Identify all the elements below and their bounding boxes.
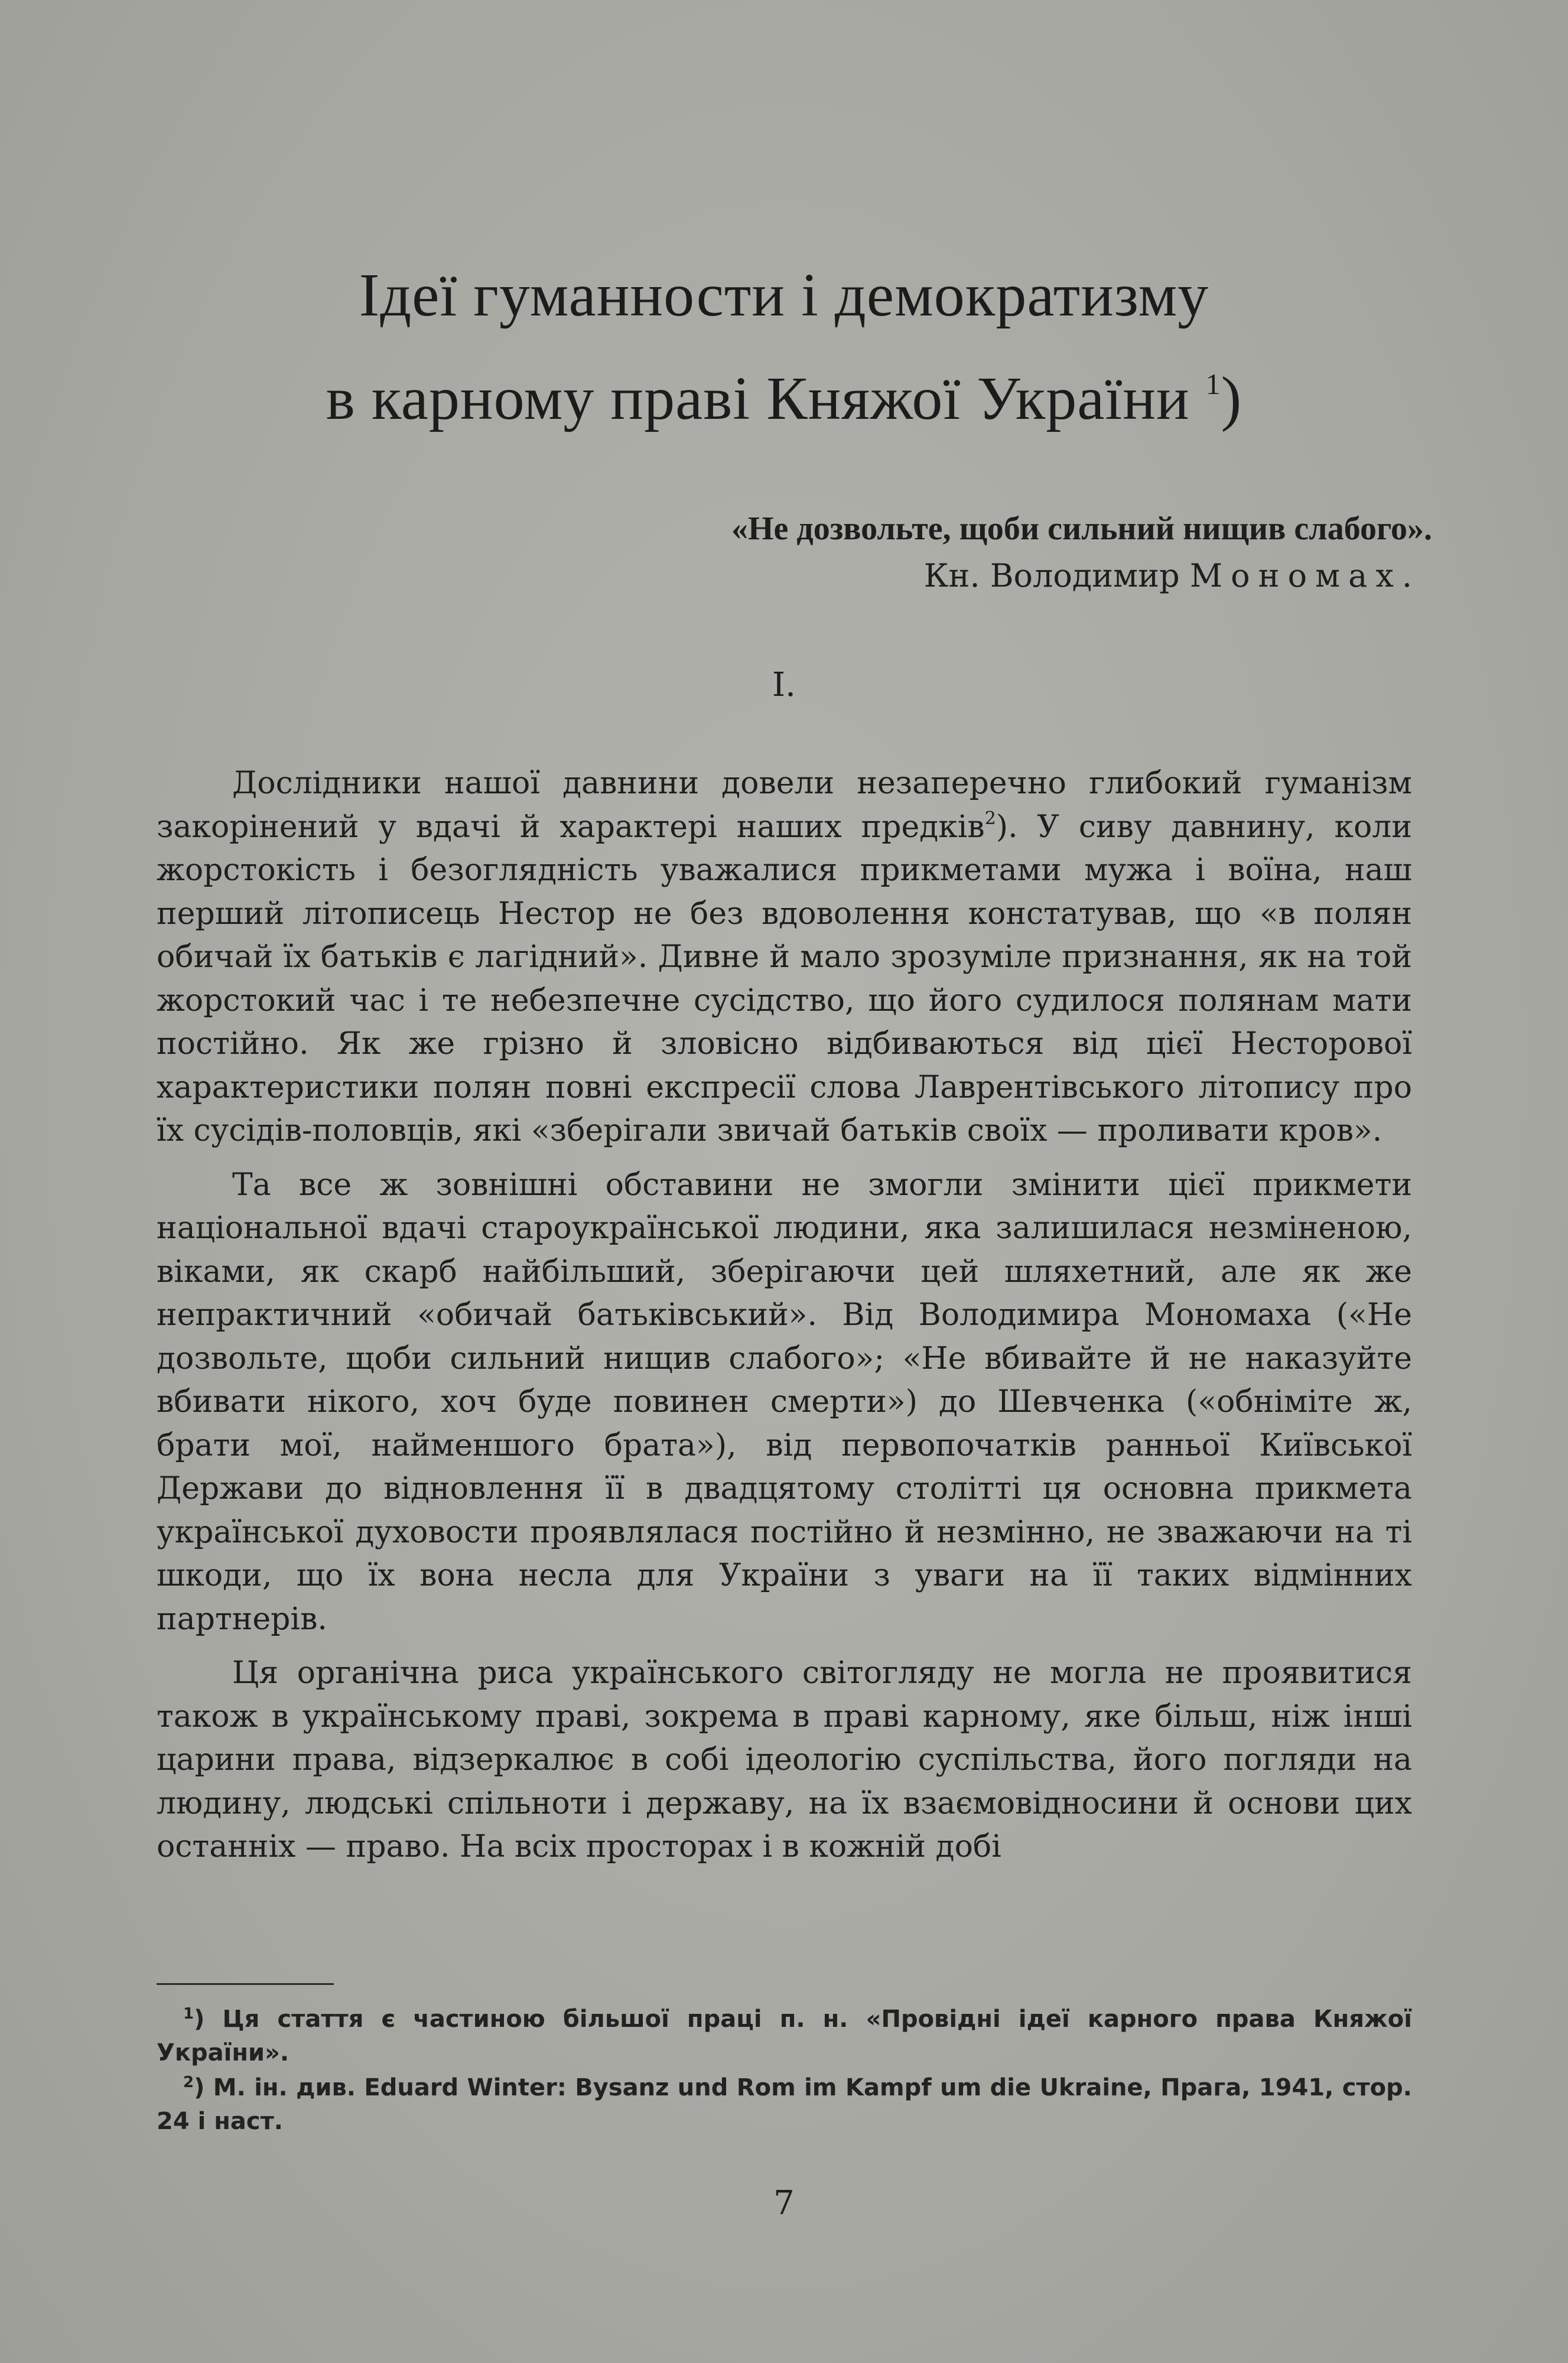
title-line-1: Ідеї гуманности і демократизму [359, 261, 1209, 329]
epigraph [487, 505, 1432, 600]
footnote-1-number: 1 [183, 2005, 194, 2023]
paragraph-2: Та все ж зовнішні обставини не змогли змінити цієї прикмети національної вдачі староукраїнської людини, яка залишилася незміненою, віками, як скарб найбільший, зберігаючи цей шляхетний, але як же непрактичний «обичай батьківський». Від Володимира Мономаха («Не дозвольте, щоби сильний нищив слабого»; «Не вбивайте й не наказуйте вбивати нікого, хоч буде повинен смерти») до Шевченка («обніміте ж, брати мої, найменшого брата»), від первопочатків ранньої Київської Держави до відновлення її в двадцятому столітті ця основна прикмета української духовости проявлялася постійно й незмінно, не зважаючи на ті шкоди, що їх вона несла для України з уваги на її таких відмінних партнерів. [157, 1167, 1412, 1637]
footnote-divider [157, 1983, 334, 1985]
page-number: 7 [773, 2184, 795, 2222]
paragraph-1-part-a: Дослідники нашої давнини довели незаперечно глибокий гуманізм закорінений у вдачі й характері наших предків [157, 766, 1412, 845]
epigraph-author-prefix: Кн. Володимир [923, 557, 1180, 594]
paragraph-1-part-b: ). У сиву давнину, коли жорстокість і безоглядність уважалися прикметами мужа і воїна, наш перший літописець Нестор не без вдоволення констатував, що «в полян обичай їх батьків є лагідний». Дивне й мало зрозуміле признання, як на той жорстокий час і те небезпечне сусідство, що його судилося полянам мати постійно. Як же грізно й зловісно відбиваються від цієї Несторової характеристики полян повні експресії слова Лаврентівського літопису про їх сусідів-половців, які «зберігали звичай батьків своїх — проливати кров». [157, 809, 1413, 1148]
footnote-2-text: ) М. ін. див. Eduard Winter: Bysanz und Rom im Kampf um die Ukraine, Прага, 1941, стор. 24 і наст. [157, 2074, 1412, 2135]
title-footnote-mark: 1 [1205, 367, 1221, 401]
title-footnote-paren: ) [1221, 364, 1242, 432]
section-number: І. [772, 666, 796, 704]
epigraph-quote: «Не дозвольте, щоби сильний нищив слабого». [731, 510, 1432, 547]
footnote-1 [157, 2003, 1412, 2070]
paragraph-3: Ця органічна риса українського світогляду не могла не проявитися також в українському праві, зокрема в праві карному, яке більш, ніж інші царини права, відзеркалює в собі ідеологію суспільства, його погляди на людину, людські спільноти і державу, на їх взаємовідносини й основи цих останніх — право. На всіх просторах і в кожній добі [157, 1655, 1412, 1864]
epigraph-author-name: Мономах. [1189, 557, 1420, 594]
article-title [118, 251, 1450, 443]
epigraph-author [487, 552, 1432, 600]
paragraph-1 [157, 762, 1412, 1153]
title-line-2 [118, 340, 1450, 443]
footnote-2-number: 2 [183, 2074, 194, 2091]
title-line-2-text: в карному праві Княжої України [326, 364, 1190, 432]
footnotes [157, 2003, 1412, 2140]
article-body [157, 762, 1412, 1880]
footnote-1-text: ) Ця стаття є частиною більшої праці п. н. «Провідні ідеї карного права Княжої України». [157, 2006, 1412, 2066]
footnote-mark-2: 2 [984, 808, 996, 829]
footnote-2 [157, 2071, 1412, 2139]
